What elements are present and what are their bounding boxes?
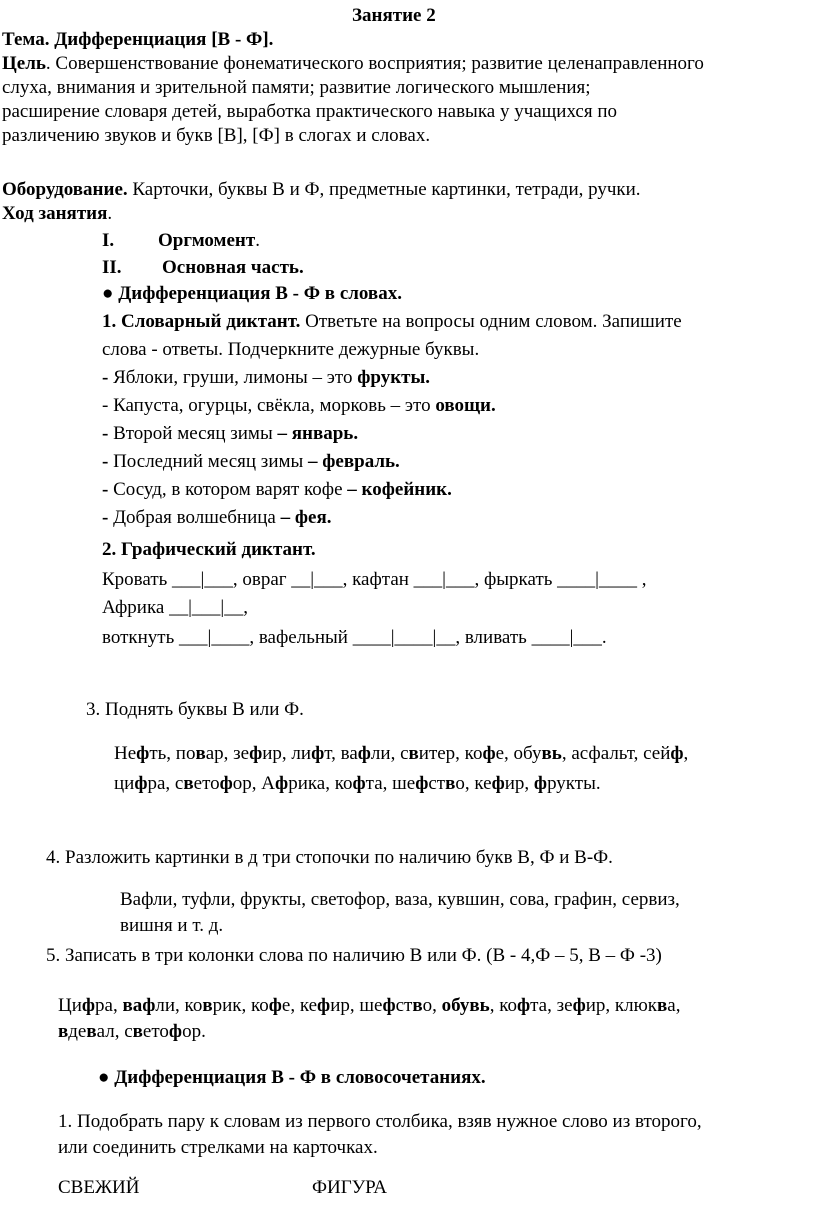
item-dash: - bbox=[102, 395, 114, 416]
topic-line bbox=[2, 28, 273, 52]
stage-1 bbox=[102, 229, 260, 253]
item-dash: - bbox=[102, 423, 114, 444]
word-text: ст bbox=[395, 995, 413, 1016]
highlighted-letter: в bbox=[445, 773, 456, 794]
item-dash: - bbox=[102, 479, 114, 500]
item-question: Добрая волшебница bbox=[113, 507, 281, 528]
highlighted-letter: в bbox=[657, 995, 668, 1016]
task5-words-1 bbox=[58, 994, 680, 1018]
highlighted-letter: ф bbox=[491, 773, 505, 794]
goal-line-2: слуха, внимания и зрительной памяти; развитие логического мышления; bbox=[2, 77, 591, 98]
item-answer: овощи. bbox=[435, 395, 496, 416]
highlighted-letter: ф bbox=[136, 743, 150, 764]
word-text: ра, с bbox=[147, 773, 184, 794]
word-text: ра, bbox=[95, 995, 123, 1016]
highlighted-letter: ф bbox=[352, 773, 366, 794]
word-text: ар, зе bbox=[205, 743, 250, 764]
word-text: т, ва bbox=[324, 743, 358, 764]
highlighted-letter: ф bbox=[415, 773, 429, 794]
item-question: Второй месяц зимы bbox=[113, 423, 278, 444]
section-words-heading: ● Дифференциация В - Ф в словах. bbox=[102, 283, 402, 304]
stage-1-dot: . bbox=[255, 230, 260, 251]
task1-line-2: слова - ответы. Подчеркните дежурные буквы. bbox=[102, 339, 480, 360]
task4-line-1: Вафли, туфли, фрукты, светофор, ваза, кувшин, сова, графин, сервиз, bbox=[120, 889, 680, 910]
course-dot: . bbox=[107, 203, 113, 224]
word-text: ир, клюк bbox=[585, 995, 658, 1016]
task5-head: 5. Записать в три колонки слова по наличию В или Ф. (В - 4,Ф – 5, В – Ф -3) bbox=[46, 945, 662, 966]
word-text: а, bbox=[667, 995, 681, 1016]
highlighted-letter: ва bbox=[122, 995, 143, 1016]
item-answer: – февраль. bbox=[308, 451, 400, 472]
word-text: Ци bbox=[58, 995, 82, 1016]
word-text: рик, ко bbox=[212, 995, 269, 1016]
task5-words-2 bbox=[58, 1020, 206, 1044]
task1-item bbox=[102, 478, 452, 502]
highlighted-letter: ф bbox=[311, 743, 325, 764]
topic-label: Тема. bbox=[2, 29, 55, 50]
highlighted-letter: в bbox=[183, 773, 194, 794]
word-text: , ко bbox=[489, 995, 517, 1016]
item-question: Яблоки, груши, лимоны – это bbox=[113, 367, 358, 388]
highlighted-letter: ф bbox=[219, 773, 233, 794]
word-text: е, обу bbox=[495, 743, 542, 764]
highlighted-letter: ф bbox=[516, 995, 531, 1016]
word-text: итер, ко bbox=[418, 743, 483, 764]
highlighted-letter: в bbox=[202, 995, 213, 1016]
item-question: Последний месяц зимы bbox=[113, 451, 309, 472]
highlighted-letter: в bbox=[132, 1021, 143, 1042]
highlighted-letter: ф bbox=[670, 743, 684, 764]
goal-label: Цель bbox=[2, 53, 46, 74]
item-dash: - bbox=[102, 367, 114, 388]
highlighted-letter: в bbox=[412, 995, 423, 1016]
task2-line-1: Кровать ___|___, овраг __|___, кафтан ___|___, фыркать ____|____ , bbox=[102, 569, 647, 590]
goal-line-3: расширение словаря детей, выработка практического навыка у учащихся по bbox=[2, 101, 618, 122]
highlighted-letter: ф bbox=[249, 743, 263, 764]
word-text: ли, ко bbox=[155, 995, 203, 1016]
word-text: ето bbox=[193, 773, 220, 794]
stage-1-label: Оргмомент bbox=[158, 230, 256, 251]
task3-head: 3. Поднять буквы В или Ф. bbox=[86, 699, 304, 720]
word-text: , bbox=[683, 743, 689, 764]
task1-line-1 bbox=[102, 310, 682, 334]
highlighted-letter: ф bbox=[533, 773, 548, 794]
highlighted-letter: ф bbox=[142, 995, 156, 1016]
highlighted-letter: ф bbox=[317, 995, 331, 1016]
word-text: та, зе bbox=[530, 995, 573, 1016]
word-text: ор. bbox=[182, 1021, 206, 1042]
highlighted-letter: ф bbox=[134, 773, 148, 794]
goal-line-1 bbox=[2, 52, 704, 76]
highlighted-letter: вь bbox=[541, 743, 562, 764]
highlighted-letter: в bbox=[408, 743, 419, 764]
item-answer: – фея. bbox=[280, 507, 332, 528]
equipment-line bbox=[2, 178, 641, 202]
task1-item bbox=[102, 450, 400, 474]
page-title: Занятие 2 bbox=[352, 5, 436, 26]
word-text: о, ке bbox=[455, 773, 492, 794]
highlighted-letter: ф bbox=[482, 743, 496, 764]
highlighted-letter: в bbox=[195, 743, 206, 764]
word-text: рукты. bbox=[547, 773, 601, 794]
stage-2-num: II. bbox=[102, 257, 122, 278]
highlighted-letter: ф bbox=[268, 995, 282, 1016]
word-text: Не bbox=[114, 743, 137, 764]
stage-1-num: I. bbox=[102, 230, 115, 251]
goal-line-4: различению звуков и букв [В], [Ф] в слогах и словах. bbox=[2, 125, 431, 146]
word-text: е, ке bbox=[281, 995, 318, 1016]
task1-item bbox=[102, 422, 358, 446]
item-question: Сосуд, в котором варят кофе bbox=[113, 479, 348, 500]
item-dash: - bbox=[102, 507, 114, 528]
highlighted-letter: ф bbox=[81, 995, 96, 1016]
task2-head: 2. Графический диктант. bbox=[102, 539, 316, 560]
task2-line-3: воткнуть ___|____, вафельный ____|____|__, вливать ____|___. bbox=[102, 627, 607, 648]
word-text: ето bbox=[142, 1021, 169, 1042]
word-text: ир, ли bbox=[262, 743, 312, 764]
task4-head: 4. Разложить картинки в д три стопочки по наличию букв В, Ф и В-Ф. bbox=[46, 847, 613, 868]
task6-line-1: 1. Подобрать пару к словам из первого столбика, взяв нужное слово из второго, bbox=[58, 1111, 702, 1132]
section-phrases-heading: ● Дифференциация В - Ф в словосочетаниях. bbox=[98, 1067, 486, 1088]
task1-text: Ответьте на вопросы одним словом. Запишите bbox=[300, 311, 682, 332]
item-dash: - bbox=[102, 451, 114, 472]
topic-value: Дифференциация [В - Ф]. bbox=[54, 29, 274, 50]
highlighted-letter: в bbox=[58, 1021, 69, 1042]
equipment-label: Оборудование. bbox=[2, 179, 128, 200]
task6-line-2: или соединить стрелками на карточках. bbox=[58, 1137, 378, 1158]
highlighted-letter: ф bbox=[275, 773, 289, 794]
task1-item bbox=[102, 506, 331, 530]
word-text: та, ше bbox=[365, 773, 416, 794]
word-text: , асфальт, сей bbox=[561, 743, 671, 764]
item-answer: – кофейник. bbox=[347, 479, 452, 500]
word-text: рика, ко bbox=[288, 773, 353, 794]
task4-line-2: вишня и т. д. bbox=[120, 915, 224, 936]
word-text: ть, по bbox=[149, 743, 196, 764]
task1-item bbox=[102, 394, 496, 418]
item-question: Капуста, огурцы, свёкла, морковь – это bbox=[113, 395, 436, 416]
highlighted-letter: ф bbox=[572, 995, 586, 1016]
equipment-text: Карточки, буквы В и Ф, предметные картинки, тетради, ручки. bbox=[127, 179, 641, 200]
pair-right-word: ФИГУРА bbox=[312, 1177, 388, 1198]
task1-item bbox=[102, 366, 430, 390]
highlighted-letter: обувь bbox=[441, 995, 490, 1016]
course-line bbox=[2, 202, 112, 226]
goal-text-1: . Совершенствование фонематического восприятия; развитие целенаправленного bbox=[45, 53, 704, 74]
course-label: Ход занятия bbox=[2, 203, 108, 224]
item-answer: – январь. bbox=[277, 423, 359, 444]
highlighted-letter: ф bbox=[382, 995, 396, 1016]
task3-words-1 bbox=[114, 742, 688, 766]
highlighted-letter: ф bbox=[357, 743, 371, 764]
task1-head: 1. Словарный диктант. bbox=[102, 311, 301, 332]
item-answer: фрукты. bbox=[357, 367, 431, 388]
word-text: ир, bbox=[504, 773, 534, 794]
pair-left-word: СВЕЖИЙ bbox=[58, 1177, 140, 1198]
highlighted-letter: в bbox=[86, 1021, 97, 1042]
task3-words-2 bbox=[114, 772, 601, 796]
word-text: о, bbox=[422, 995, 442, 1016]
word-text: де bbox=[68, 1021, 87, 1042]
task2-line-2: Африка __|___|__, bbox=[102, 597, 248, 618]
stage-2-label: Основная часть. bbox=[162, 257, 304, 278]
highlighted-letter: ф bbox=[168, 1021, 183, 1042]
word-text: ци bbox=[114, 773, 135, 794]
word-text: ал, с bbox=[96, 1021, 133, 1042]
word-text: ор, А bbox=[232, 773, 276, 794]
word-text: ли, с bbox=[370, 743, 409, 764]
word-text: ст bbox=[428, 773, 446, 794]
word-text: ир, ше bbox=[330, 995, 383, 1016]
stage-2 bbox=[102, 256, 304, 280]
